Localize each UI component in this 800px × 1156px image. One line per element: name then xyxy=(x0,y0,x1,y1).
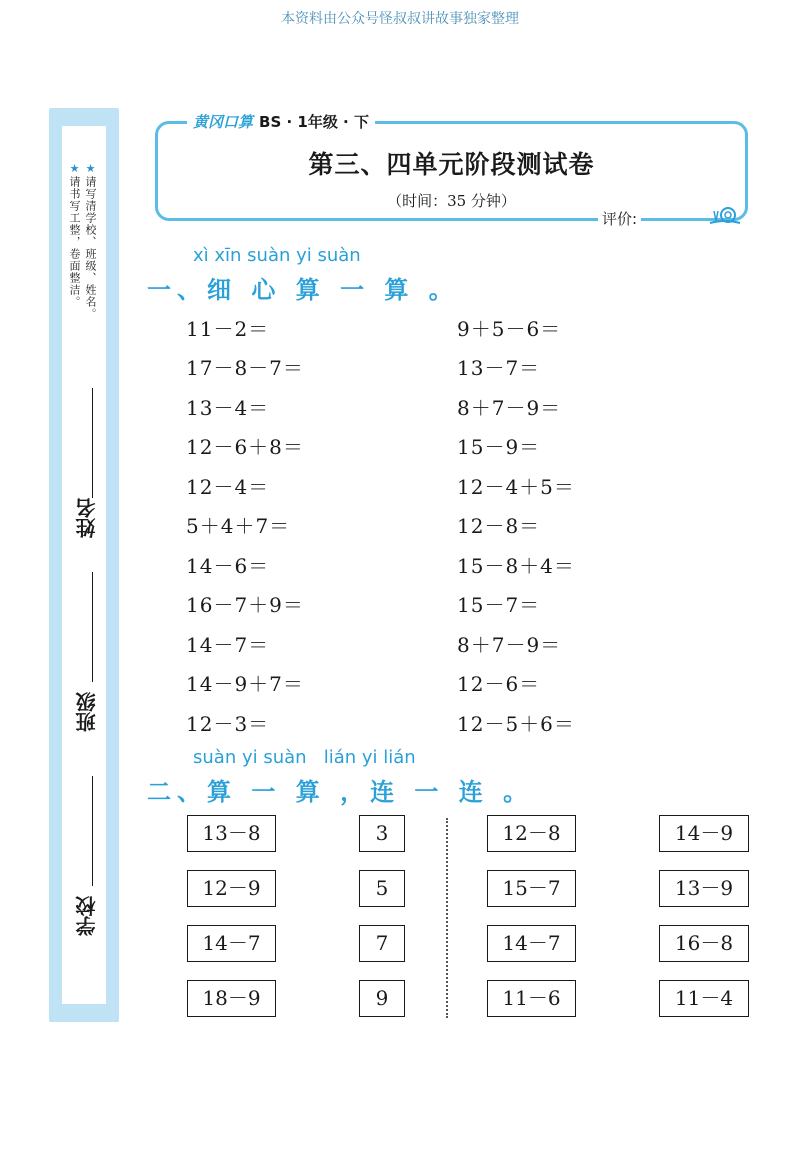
side-note-2: ★请书写工整，卷面整洁。 xyxy=(68,162,81,308)
watermark-text: 本资料由公众号怪叔叔讲故事独家整理 xyxy=(281,11,519,27)
problem-right-4: 15－9＝ xyxy=(457,435,541,459)
match-target-box[interactable]: 11－4 xyxy=(659,980,749,1017)
problem-right-1: 9＋5－6＝ xyxy=(457,317,562,341)
problem-right-8: 15－7＝ xyxy=(457,593,541,617)
star-icon: ★ xyxy=(68,162,81,176)
brand-header xyxy=(187,111,375,132)
problem-right-6: 12－8＝ xyxy=(457,514,541,538)
match-answer-box[interactable]: 9 xyxy=(359,980,405,1017)
match-expr-box[interactable]: 11－6 xyxy=(487,980,576,1017)
class-underline xyxy=(92,572,93,682)
match-expr-box[interactable]: 14－7 xyxy=(487,925,576,962)
school-underline xyxy=(92,776,93,886)
time-limit: （时间：35 分钟） xyxy=(387,192,516,210)
group-divider xyxy=(446,818,448,1018)
problem-left-9: 14－7＝ xyxy=(186,633,270,657)
problem-left-7: 14－6＝ xyxy=(186,554,270,578)
brand-logo: 黄冈口算 xyxy=(193,113,254,131)
name-underline xyxy=(92,388,93,498)
problem-left-8: 16－7＋9＝ xyxy=(186,593,304,617)
brand-grade: BS · 1年级 · 下 xyxy=(259,113,369,131)
school-label: 学校 xyxy=(75,896,99,936)
match-expr-box[interactable]: 14－7 xyxy=(187,925,276,962)
match-expr-box[interactable]: 12－9 xyxy=(187,870,276,907)
evaluation-label: 评价: xyxy=(598,208,641,229)
problem-right-10: 12－6＝ xyxy=(457,672,541,696)
match-answer-box[interactable]: 7 xyxy=(359,925,405,962)
match-expr-box[interactable]: 15－7 xyxy=(487,870,576,907)
side-info-panel xyxy=(49,108,119,1022)
problem-left-2: 17－8－7＝ xyxy=(186,356,304,380)
section1-pinyin: xì xīn suàn yi suàn xyxy=(193,245,361,266)
side-info-inner xyxy=(62,126,106,1004)
match-expr-box[interactable]: 13－8 xyxy=(187,815,276,852)
match-target-box[interactable]: 13－9 xyxy=(659,870,749,907)
problem-left-4: 12－6＋8＝ xyxy=(186,435,304,459)
star-icon: ★ xyxy=(84,162,97,176)
side-note-1: ★请写清学校、班级、姓名。 xyxy=(84,162,97,320)
name-label: 姓名 xyxy=(75,498,99,538)
class-label: 班级 xyxy=(75,692,99,732)
problem-left-1: 11－2＝ xyxy=(186,317,270,341)
match-expr-box[interactable]: 18－9 xyxy=(187,980,276,1017)
problem-left-6: 5＋4＋7＝ xyxy=(186,514,291,538)
section1-heading: 一、细 心 算 一 算 。 xyxy=(147,276,459,304)
match-target-box[interactable]: 16－8 xyxy=(659,925,749,962)
match-answer-box[interactable]: 3 xyxy=(359,815,405,852)
section2-pinyin: suàn yi suàn lián yi lián xyxy=(193,747,416,768)
problem-right-11: 12－5＋6＝ xyxy=(457,712,575,736)
problem-left-11: 12－3＝ xyxy=(186,712,270,736)
problem-right-7: 15－8＋4＝ xyxy=(457,554,575,578)
problem-left-10: 14－9＋7＝ xyxy=(186,672,304,696)
section2-heading: 二、算 一 算 ，连 一 连 。 xyxy=(147,778,534,806)
problem-left-3: 13－4＝ xyxy=(186,396,270,420)
problem-right-2: 13－7＝ xyxy=(457,356,541,380)
match-expr-box[interactable]: 12－8 xyxy=(487,815,576,852)
match-target-box[interactable]: 14－9 xyxy=(659,815,749,852)
snail-icon xyxy=(708,203,742,225)
problem-right-3: 8＋7－9＝ xyxy=(457,396,562,420)
match-answer-box[interactable]: 5 xyxy=(359,870,405,907)
page-title: 第三、四单元阶段测试卷 xyxy=(308,150,595,179)
problem-left-5: 12－4＝ xyxy=(186,475,270,499)
problem-right-5: 12－4＋5＝ xyxy=(457,475,575,499)
problem-right-9: 8＋7－9＝ xyxy=(457,633,562,657)
